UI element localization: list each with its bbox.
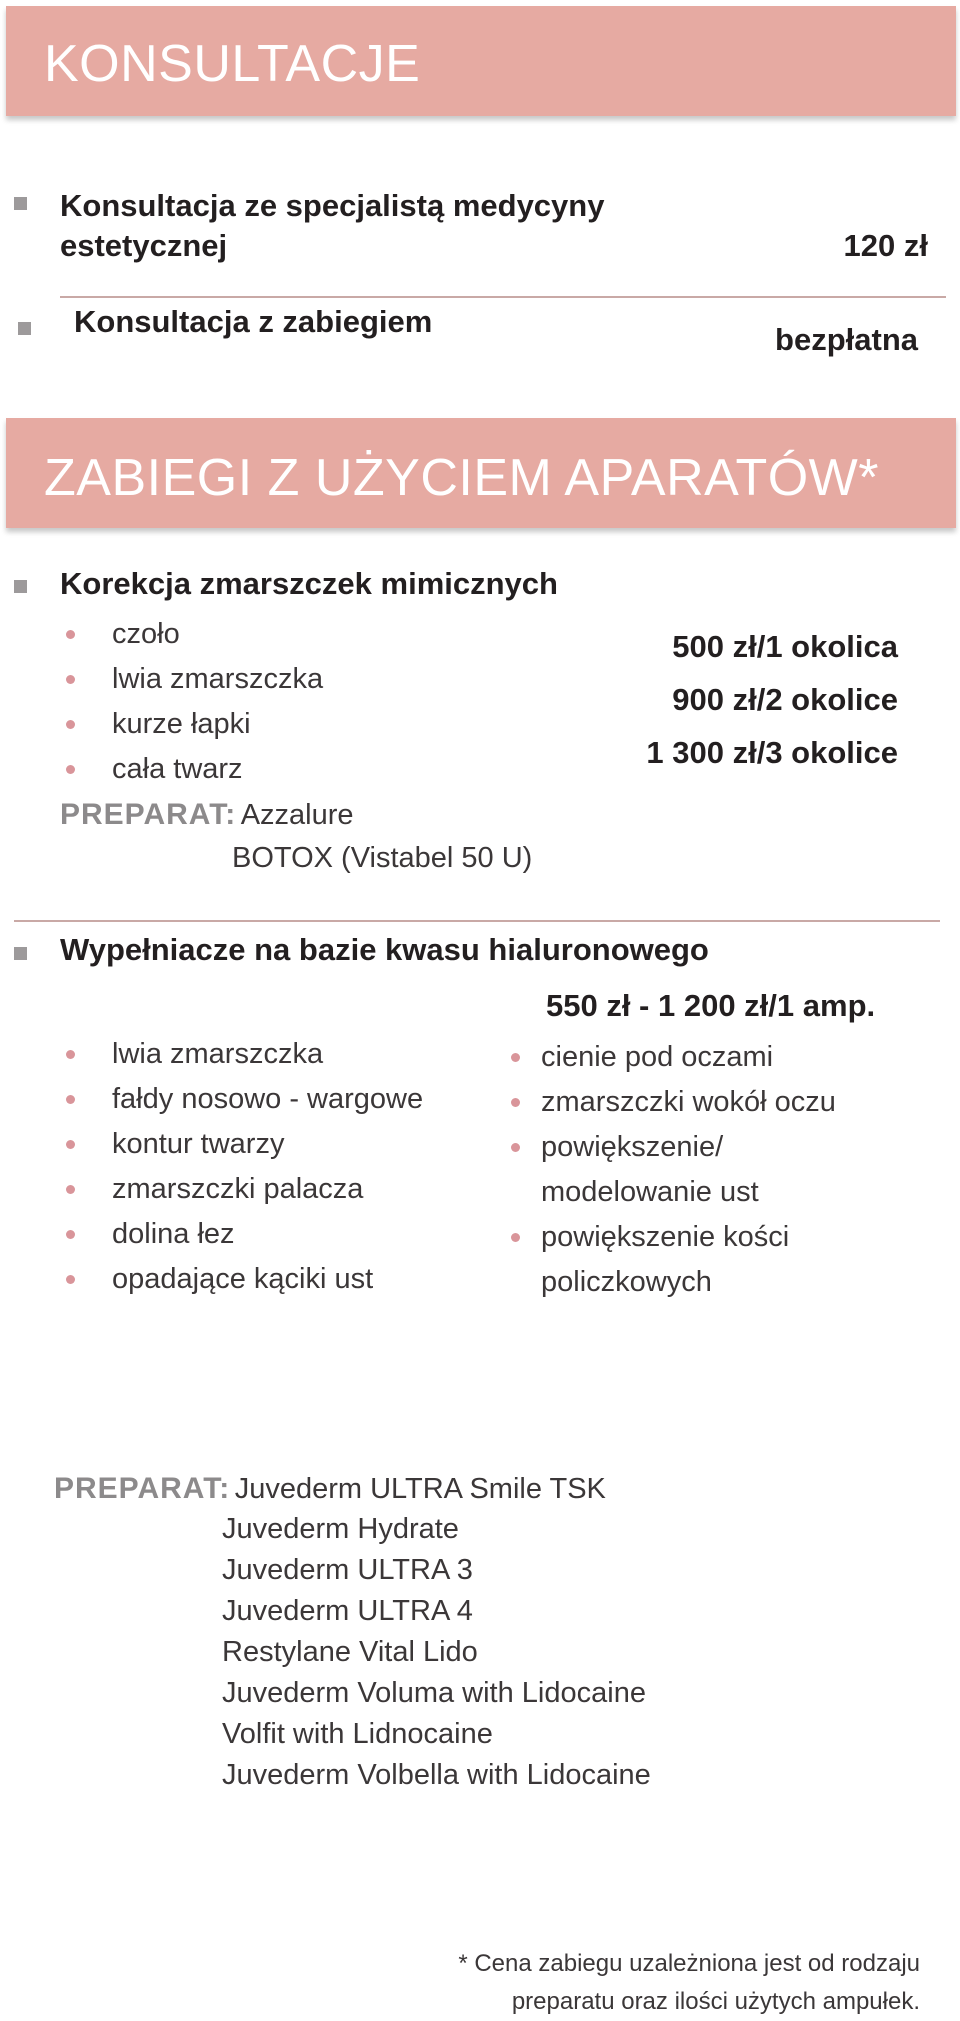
list-item: dolina łez (62, 1212, 423, 1257)
consultation-with-treatment-price: bezpłatna (775, 322, 918, 357)
preparat-value: Juvederm ULTRA Smile TSK (234, 1473, 606, 1505)
preparat-value: Volfit with Lidnocaine (222, 1718, 493, 1750)
wrinkle-areas-list (62, 612, 323, 792)
list-item: zmarszczki wokół oczu (511, 1080, 836, 1125)
price-line: 500 zł/1 okolica (672, 629, 898, 664)
preparat-value: Azzalure (240, 799, 354, 831)
divider (60, 296, 946, 298)
list-item: kurze łapki (62, 702, 323, 747)
preparat-value: Juvederm Volbella with Lidocaine (222, 1759, 651, 1791)
list-item: fałdy nosowo - wargowe (62, 1077, 423, 1122)
fillers-preparat-list (222, 1509, 651, 1796)
preparat-label: PREPARAT: (60, 798, 237, 831)
preparat-value: Juvederm Hydrate (222, 1513, 459, 1545)
preparat-value: Juvederm ULTRA 3 (222, 1554, 473, 1586)
list-item: powiększenie/ modelowanie ust (511, 1125, 836, 1215)
devices-heading: ZABIEGI Z UŻYCIEM APARATÓW* (44, 449, 879, 507)
preparat-label: PREPARAT: (54, 1472, 231, 1505)
list-item: zmarszczki palacza (62, 1167, 423, 1212)
fillers-title: Wypełniacze na bazie kwasu hialuronowego (60, 932, 709, 967)
list-item: opadające kąciki ust (62, 1257, 423, 1302)
consultations-heading: KONSULTACJE (44, 35, 421, 93)
bullet-square-icon (14, 947, 27, 960)
wrinkle-preparat (60, 798, 354, 832)
price-line: 1 300 zł/3 okolice (646, 735, 898, 770)
fillers-preparat (54, 1468, 606, 1514)
list-item: cienie pod oczami (511, 1035, 836, 1080)
bullet-square-icon (14, 197, 27, 210)
price-footnote: * Cena zabiegu uzależniona jest od rodzaju preparatu oraz ilości użytych ampułek. (458, 1950, 920, 2015)
consultation-with-treatment-label: Konsultacja z zabiegiem (74, 304, 433, 339)
price-line: 900 zł/2 okolice (672, 682, 898, 717)
consultation-specialist-label: Konsultacja ze specjalistą medycyny estetycznej (60, 188, 605, 263)
fillers-areas-right (511, 1035, 836, 1305)
preparat-value: Juvederm ULTRA 4 (222, 1595, 473, 1627)
devices-banner (6, 418, 956, 528)
preparat-value: Restylane Vital Lido (222, 1636, 478, 1668)
consultations-banner (6, 6, 956, 116)
list-item: cała twarz (62, 747, 323, 792)
preparat-value: BOTOX (Vistabel 50 U) (232, 842, 533, 874)
preparat-value: Juvederm Voluma with Lidocaine (222, 1677, 646, 1709)
bullet-square-icon (14, 580, 27, 593)
bullet-square-icon (18, 322, 31, 335)
fillers-areas-left (62, 1032, 423, 1302)
divider (14, 920, 940, 922)
list-item: lwia zmarszczka (62, 1032, 423, 1077)
fillers-price: 550 zł - 1 200 zł/1 amp. (546, 988, 876, 1023)
wrinkle-prices (646, 620, 898, 779)
list-item: czoło (62, 612, 323, 657)
list-item: kontur twarzy (62, 1122, 423, 1167)
wrinkle-correction-title: Korekcja zmarszczek mimicznych (60, 566, 558, 601)
consultation-specialist-price: 120 zł (843, 228, 928, 263)
list-item: powiększenie kości policzkowych (511, 1215, 836, 1305)
list-item: lwia zmarszczka (62, 657, 323, 702)
